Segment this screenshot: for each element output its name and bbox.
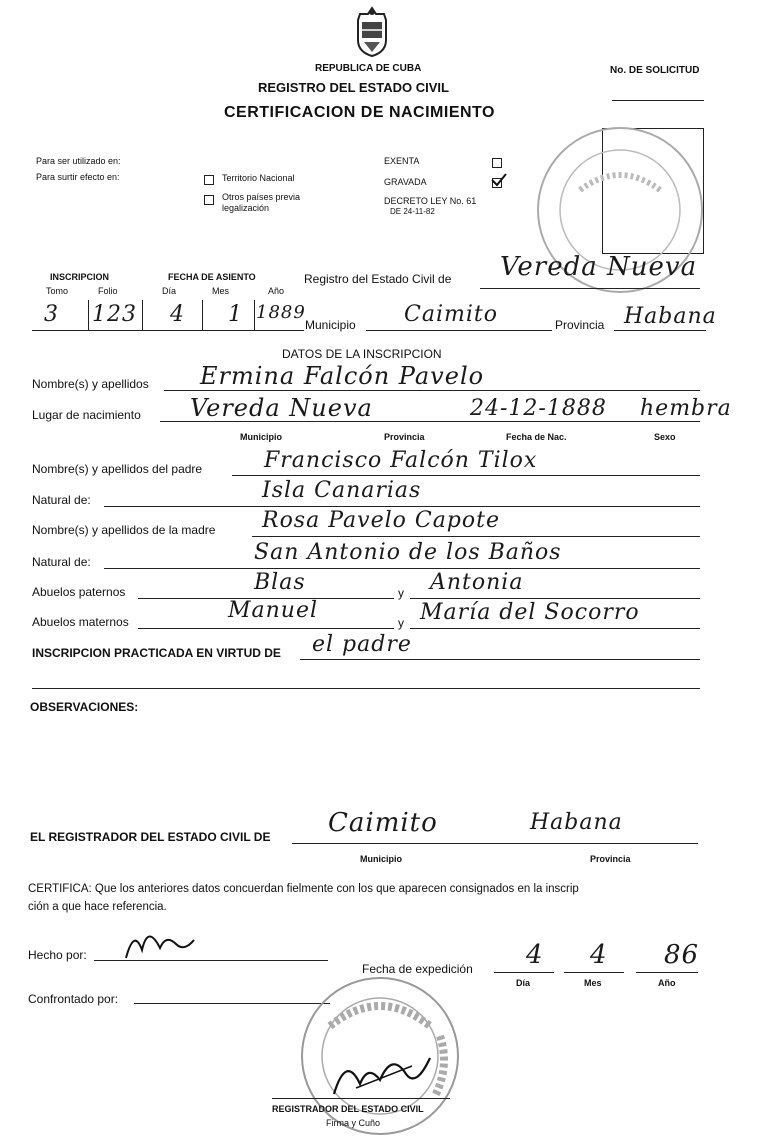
inscripcion-label: INSCRIPCION — [50, 272, 110, 282]
exenta-checkbox[interactable] — [492, 158, 502, 168]
dia-label: Día — [162, 286, 177, 296]
folio-label: Folio — [98, 286, 118, 296]
provincia-line — [614, 330, 706, 331]
padre-label: Nombre(s) y apellidos del padre — [32, 462, 203, 476]
lugar-value: Vereda Nueva — [190, 394, 373, 422]
abuelo-materno-line — [138, 628, 394, 629]
request-number-label: No. DE SOLICITUD — [610, 65, 700, 76]
abuelo-materno-value: Manuel — [228, 598, 319, 623]
natural-madre-label: Natural de: — [32, 555, 91, 569]
registrar-signature-icon — [326, 1044, 436, 1104]
col-municipio: Municipio — [240, 432, 282, 442]
madre-value: Rosa Pavelo Capote — [262, 508, 500, 533]
virtud-line — [300, 659, 700, 660]
country-name: REPUBLICA DE CUBA — [315, 63, 422, 74]
y-paternos: y — [398, 586, 404, 600]
firma-label-1: REGISTRADOR DEL ESTADO CIVIL — [272, 1104, 424, 1114]
registrador-municipio-value: Caimito — [328, 808, 438, 838]
tomo-label: Tomo — [46, 286, 69, 296]
registrador-provincia-label: Provincia — [590, 854, 631, 864]
observaciones-label: OBSERVACIONES: — [30, 700, 139, 714]
certifica-line-2: ción a que hace referencia. — [28, 901, 167, 913]
foreign-option-label-2: legalización — [222, 203, 270, 213]
padre-value: Francisco Falcón Tilox — [264, 448, 538, 473]
fecha-asiento-label: FECHA DE ASIENTO — [168, 272, 256, 282]
sexo-value: hembra — [640, 396, 732, 421]
office-name: REGISTRO DEL ESTADO CIVIL — [258, 80, 449, 95]
abuelos-paternos-label: Abuelos paternos — [32, 585, 126, 599]
national-checkbox[interactable] — [204, 175, 214, 185]
fecha-expedicion-label: Fecha de expedición — [362, 962, 473, 976]
firma-label-2: Firma y Cuño — [326, 1118, 381, 1128]
dia-value: 4 — [170, 302, 185, 327]
registro-value: Vereda Nueva — [500, 252, 698, 282]
municipio-label: Municipio — [305, 318, 356, 332]
madre-line — [252, 536, 700, 537]
registrador-line — [292, 843, 698, 844]
exp-mes-label: Mes — [584, 978, 602, 988]
padre-line — [232, 475, 700, 476]
registrador-municipio-label: Municipio — [360, 854, 402, 864]
page-title: CERTIFICACION DE NACIMIENTO — [224, 104, 495, 121]
usage-line-2: Para surtir efecto en: — [36, 172, 120, 182]
col-sexo: Sexo — [654, 432, 676, 442]
exp-mes-value: 4 — [590, 940, 608, 970]
hecho-signature-icon — [120, 920, 200, 964]
exp-ano-label: Año — [658, 978, 676, 988]
datos-section-title: DATOS DE LA INSCRIPCION — [282, 347, 442, 361]
abuela-paterna-line — [410, 598, 700, 599]
certifica-line-1: CERTIFICA: Que los anteriores datos concuerdan fielmente con los que aparecen consignados en la inscrip — [28, 883, 579, 895]
natural-madre-value: San Antonio de los Baños — [254, 540, 562, 565]
nombre-line — [164, 390, 700, 391]
virtud-line-2 — [32, 688, 700, 689]
abuela-paterna-value: Antonia — [430, 570, 524, 595]
madre-label: Nombre(s) y apellidos de la madre — [32, 523, 216, 537]
exp-ano-value: 86 — [664, 940, 700, 970]
exp-dia-line — [494, 972, 554, 973]
provincia-label: Provincia — [555, 318, 605, 332]
registrador-label: EL REGISTRADOR DEL ESTADO CIVIL DE — [30, 830, 271, 844]
checkmark-icon — [490, 172, 508, 188]
exp-ano-line — [636, 972, 698, 973]
nombre-label: Nombre(s) y apellidos — [32, 377, 149, 391]
confrontado-label: Confrontado por: — [28, 992, 119, 1006]
natural-padre-label: Natural de: — [32, 493, 91, 507]
ano-label: Año — [268, 286, 285, 296]
lugar-label: Lugar de nacimiento — [32, 408, 141, 422]
mes-value: 1 — [228, 302, 243, 327]
registrador-provincia-value: Habana — [530, 810, 623, 835]
municipio-line — [366, 330, 552, 331]
virtud-value: el padre — [312, 632, 412, 657]
request-number-line — [612, 100, 704, 101]
mes-label: Mes — [212, 286, 230, 296]
firma-line — [272, 1098, 450, 1099]
decreto-date: DE 24-11-82 — [390, 207, 435, 216]
abuela-materna-value: María del Socorro — [420, 600, 640, 625]
natural-padre-value: Isla Canarias — [262, 478, 422, 503]
provincia-value: Habana — [624, 304, 717, 329]
fecha-nac-value: 24-12-1888 — [470, 396, 607, 421]
national-option-label: Territorio Nacional — [222, 173, 295, 183]
usage-line-1: Para ser utilizado en: — [36, 156, 121, 166]
registro-line — [480, 288, 700, 289]
abuelo-paterno-value: Blas — [254, 570, 306, 595]
natural-madre-line — [104, 568, 700, 569]
exenta-label: EXENTA — [384, 156, 420, 166]
nombre-value: Ermina Falcón Pavelo — [200, 362, 485, 390]
lugar-line — [160, 421, 700, 422]
abuelos-maternos-label: Abuelos maternos — [32, 615, 129, 629]
gravada-label: GRAVADA — [384, 177, 427, 187]
exp-mes-line — [564, 972, 624, 973]
decreto-label: DECRETO LEY No. 61 — [384, 196, 477, 206]
ano-value: 1889 — [256, 302, 306, 323]
exp-dia-value: 4 — [526, 940, 544, 970]
abuela-materna-line — [410, 628, 700, 629]
col-provincia: Provincia — [384, 432, 425, 442]
foreign-checkbox[interactable] — [204, 195, 214, 205]
foreign-option-label-1: Otros países previa — [222, 192, 301, 202]
y-maternos: y — [398, 616, 404, 630]
hecho-por-label: Hecho por: — [28, 948, 87, 962]
folio-value: 123 — [92, 302, 137, 327]
registro-label: Registro del Estado Civil de — [304, 272, 452, 286]
exp-dia-label: Día — [516, 978, 531, 988]
municipio-value: Caimito — [404, 302, 498, 327]
virtud-label: INSCRIPCION PRACTICADA EN VIRTUD DE — [32, 646, 281, 660]
tomo-value: 3 — [44, 302, 59, 327]
col-fecha: Fecha de Nac. — [506, 432, 567, 442]
hecho-por-line — [94, 960, 328, 961]
natural-padre-line — [104, 506, 700, 507]
coat-of-arms-icon — [350, 6, 394, 58]
